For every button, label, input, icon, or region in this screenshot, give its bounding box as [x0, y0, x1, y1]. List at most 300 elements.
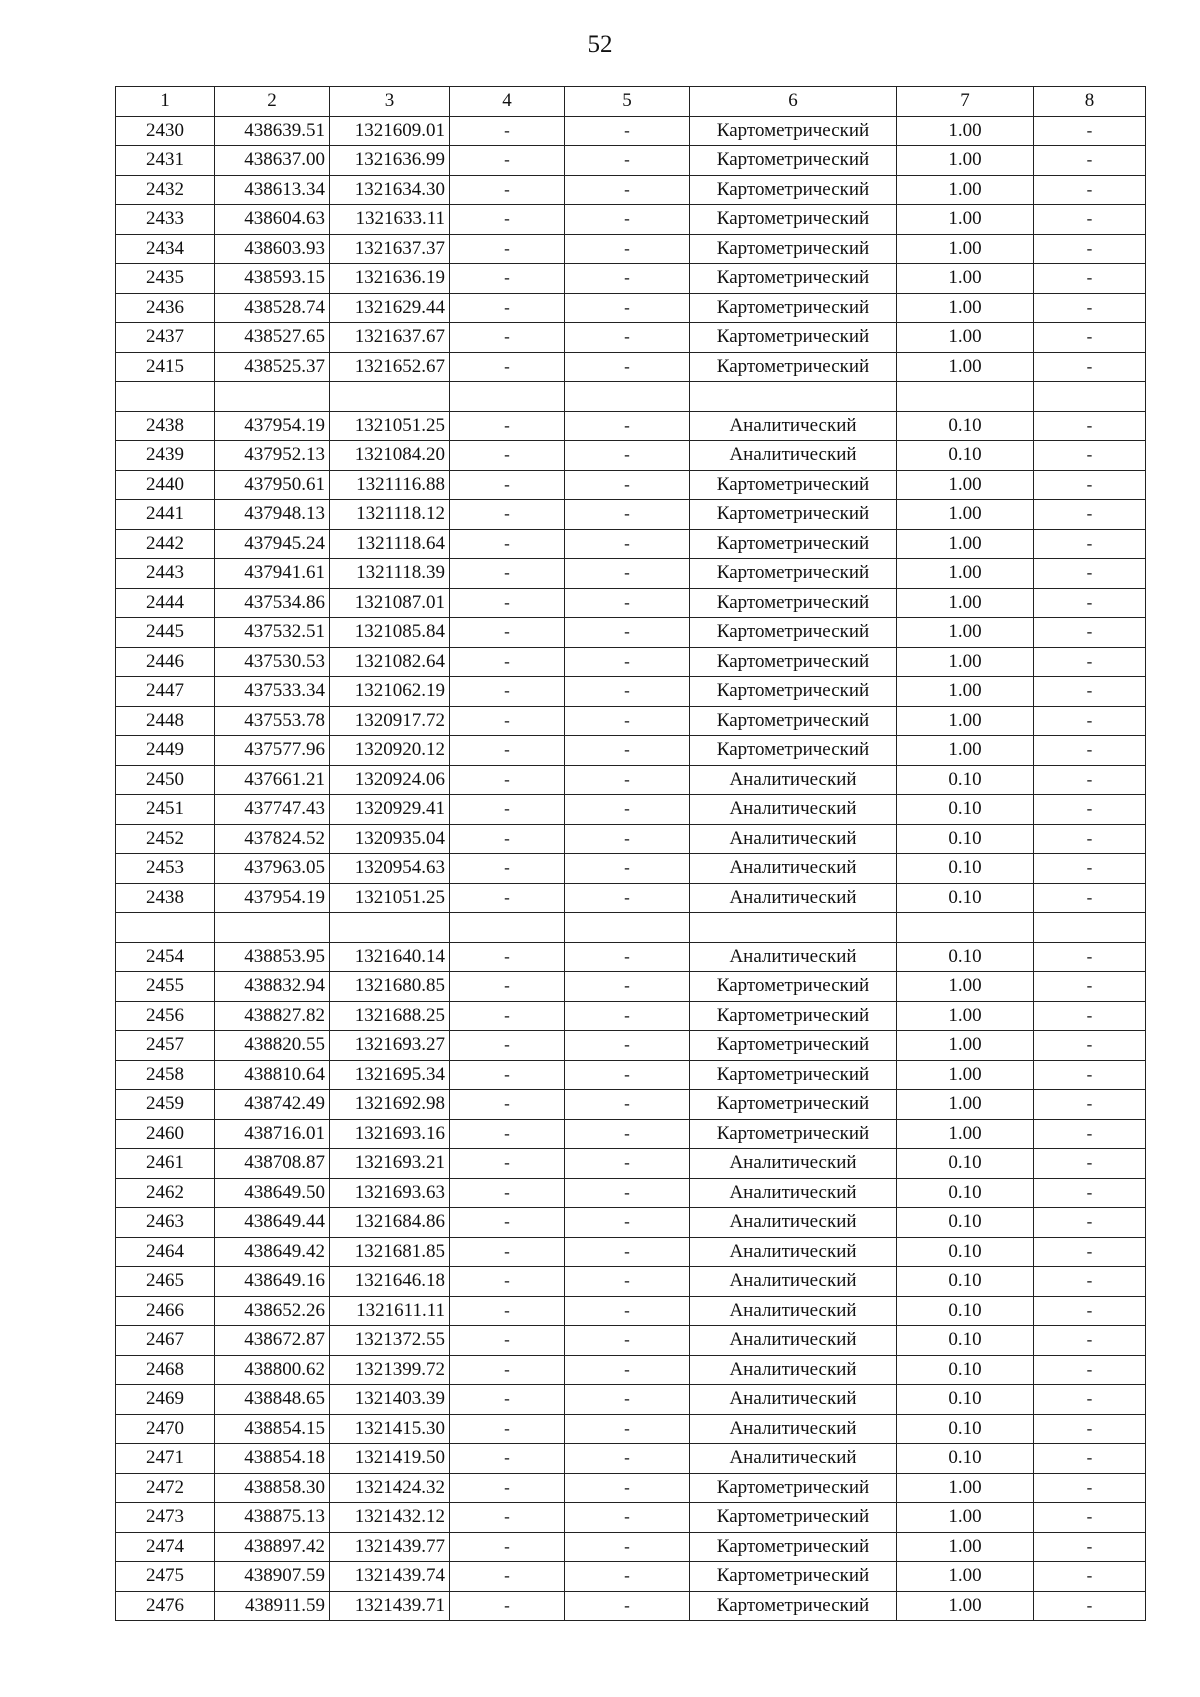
table-cell: 1.00 [897, 1473, 1034, 1503]
table-cell: 437950.61 [215, 470, 330, 500]
table-cell: 438637.00 [215, 146, 330, 176]
table-cell: - [450, 500, 565, 530]
table-cell: 0.10 [897, 1296, 1034, 1326]
table-cell: 1320924.06 [330, 765, 450, 795]
table-row [116, 1296, 1146, 1326]
table-row [116, 1444, 1146, 1474]
table-cell: 2453 [116, 854, 215, 884]
table-cell: - [1034, 588, 1146, 618]
table-cell: 437952.13 [215, 441, 330, 471]
table-cell [1034, 913, 1146, 943]
table-row [116, 883, 1146, 913]
table-cell: - [1034, 1444, 1146, 1474]
table-cell: 2476 [116, 1591, 215, 1621]
table-cell: - [565, 854, 690, 884]
table-row [116, 1149, 1146, 1179]
table-cell: 2457 [116, 1031, 215, 1061]
table-cell: 438911.59 [215, 1591, 330, 1621]
table-cell: - [565, 1031, 690, 1061]
table-cell: - [1034, 1001, 1146, 1031]
table-cell: Картометрический [690, 1562, 897, 1592]
table-cell: 2447 [116, 677, 215, 707]
table-cell: - [565, 1178, 690, 1208]
table-cell: 2430 [116, 116, 215, 146]
table-cell: 2445 [116, 618, 215, 648]
table-cell: - [565, 441, 690, 471]
table-cell: 1.00 [897, 647, 1034, 677]
table-cell: 1321681.85 [330, 1237, 450, 1267]
table-cell: 1321439.71 [330, 1591, 450, 1621]
table-cell: - [565, 1414, 690, 1444]
table-row [116, 352, 1146, 382]
table-cell: - [450, 1060, 565, 1090]
table-cell: 0.10 [897, 1267, 1034, 1297]
table-cell: - [450, 1562, 565, 1592]
table-cell: Картометрический [690, 1119, 897, 1149]
table-row [116, 441, 1146, 471]
table-cell: - [450, 441, 565, 471]
table-cell: 0.10 [897, 1208, 1034, 1238]
table-cell: Картометрический [690, 1473, 897, 1503]
table-cell: Аналитический [690, 1414, 897, 1444]
table-cell: Картометрический [690, 1591, 897, 1621]
table-cell: 438848.65 [215, 1385, 330, 1415]
table-cell: 0.10 [897, 1178, 1034, 1208]
table-row [116, 116, 1146, 146]
table-cell: 2466 [116, 1296, 215, 1326]
table-cell: - [565, 234, 690, 264]
table-cell: 1.00 [897, 293, 1034, 323]
table-cell: 438827.82 [215, 1001, 330, 1031]
table-cell: - [565, 1355, 690, 1385]
table-cell: 438853.95 [215, 942, 330, 972]
table-cell: 1.00 [897, 1031, 1034, 1061]
table-cell: 437577.96 [215, 736, 330, 766]
table-cell: 2456 [116, 1001, 215, 1031]
table-cell: 438672.87 [215, 1326, 330, 1356]
table-cell: 1.00 [897, 677, 1034, 707]
table-cell: - [1034, 500, 1146, 530]
table-cell: - [1034, 411, 1146, 441]
table-cell: - [450, 1473, 565, 1503]
table-cell: 1.00 [897, 1119, 1034, 1149]
table-cell: 2465 [116, 1267, 215, 1297]
table-cell: 1321051.25 [330, 411, 450, 441]
table-row [116, 559, 1146, 589]
table-cell: - [565, 765, 690, 795]
table-cell: Аналитический [690, 883, 897, 913]
table-cell: 1321062.19 [330, 677, 450, 707]
table-cell: Картометрический [690, 736, 897, 766]
table-body [116, 116, 1146, 1621]
table-cell [116, 382, 215, 412]
table-cell: 0.10 [897, 854, 1034, 884]
table-cell: 438832.94 [215, 972, 330, 1002]
table-cell: 1.00 [897, 352, 1034, 382]
table-cell: - [450, 1119, 565, 1149]
table-cell: Картометрический [690, 1090, 897, 1120]
table-cell: - [1034, 559, 1146, 589]
table-cell: - [450, 264, 565, 294]
table-cell: 1321082.64 [330, 647, 450, 677]
table-row [116, 588, 1146, 618]
table-cell: - [565, 1503, 690, 1533]
table-cell: - [450, 146, 565, 176]
table-cell: 438742.49 [215, 1090, 330, 1120]
table-cell: - [1034, 1385, 1146, 1415]
table-cell: Аналитический [690, 1208, 897, 1238]
table-cell: 1321634.30 [330, 175, 450, 205]
table-cell: 438854.18 [215, 1444, 330, 1474]
table-cell: 1321439.74 [330, 1562, 450, 1592]
table-cell: - [450, 175, 565, 205]
table-cell: 438613.34 [215, 175, 330, 205]
page-number: 52 [587, 31, 613, 58]
table-cell: - [565, 1119, 690, 1149]
table-cell: - [1034, 706, 1146, 736]
table-cell: Картометрический [690, 618, 897, 648]
table-cell: Картометрический [690, 175, 897, 205]
table-cell: 0.10 [897, 1237, 1034, 1267]
table-cell: 437661.21 [215, 765, 330, 795]
table-cell: Аналитический [690, 1296, 897, 1326]
table-cell: - [1034, 1090, 1146, 1120]
table-cell: - [1034, 1237, 1146, 1267]
table-cell: - [1034, 1326, 1146, 1356]
column-header: 1 [116, 87, 215, 117]
table-cell: - [565, 588, 690, 618]
table-cell: 2467 [116, 1326, 215, 1356]
table-cell: Аналитический [690, 854, 897, 884]
table-cell: Аналитический [690, 765, 897, 795]
table-row [116, 1532, 1146, 1562]
table-cell: - [1034, 116, 1146, 146]
table-cell [450, 913, 565, 943]
table-cell: 1.00 [897, 618, 1034, 648]
table-cell: - [565, 352, 690, 382]
table-cell: - [565, 972, 690, 1002]
table-cell: - [450, 1001, 565, 1031]
table-cell: 438716.01 [215, 1119, 330, 1149]
table-cell: 2474 [116, 1532, 215, 1562]
table-cell: 438652.26 [215, 1296, 330, 1326]
column-header: 5 [565, 87, 690, 117]
table-cell: - [450, 470, 565, 500]
table-cell: 437963.05 [215, 854, 330, 884]
table-cell: 1321693.16 [330, 1119, 450, 1149]
table-cell: - [450, 883, 565, 913]
table-cell: 0.10 [897, 1149, 1034, 1179]
table-cell: 1321116.88 [330, 470, 450, 500]
table-cell: 438639.51 [215, 116, 330, 146]
table-row [116, 1562, 1146, 1592]
table-cell: - [1034, 647, 1146, 677]
table-cell: 437533.34 [215, 677, 330, 707]
table-cell: - [450, 706, 565, 736]
table-cell: 1321680.85 [330, 972, 450, 1002]
column-header: 4 [450, 87, 565, 117]
table-row [116, 470, 1146, 500]
table-cell: 437530.53 [215, 647, 330, 677]
table-cell: Аналитический [690, 1237, 897, 1267]
table-cell: 1320929.41 [330, 795, 450, 825]
table-cell: 1321084.20 [330, 441, 450, 471]
table-cell: 0.10 [897, 824, 1034, 854]
table-cell: Картометрический [690, 1532, 897, 1562]
table-cell: - [450, 1591, 565, 1621]
table-cell: 1320917.72 [330, 706, 450, 736]
table-row [116, 1473, 1146, 1503]
table-cell: 2440 [116, 470, 215, 500]
column-header: 6 [690, 87, 897, 117]
table-row [116, 854, 1146, 884]
table-cell: Картометрический [690, 559, 897, 589]
table-cell: - [1034, 175, 1146, 205]
table-cell: - [565, 1562, 690, 1592]
table-cell: 0.10 [897, 1326, 1034, 1356]
table-cell: 1321637.37 [330, 234, 450, 264]
table-cell: Аналитический [690, 1178, 897, 1208]
table-cell: 1321051.25 [330, 883, 450, 913]
table-cell: 1321424.32 [330, 1473, 450, 1503]
table-row [116, 1267, 1146, 1297]
table-cell: 1320920.12 [330, 736, 450, 766]
table-cell: Картометрический [690, 1060, 897, 1090]
table-cell: - [1034, 1532, 1146, 1562]
table-cell: - [450, 1031, 565, 1061]
table-cell: - [565, 647, 690, 677]
table-cell: - [565, 411, 690, 441]
table-cell: 1321118.39 [330, 559, 450, 589]
table-cell: - [450, 1355, 565, 1385]
table-cell: 1321637.67 [330, 323, 450, 353]
table-cell: - [450, 205, 565, 235]
table-cell: 2443 [116, 559, 215, 589]
table-cell: - [565, 293, 690, 323]
table-cell: 2433 [116, 205, 215, 235]
table-cell: 1320935.04 [330, 824, 450, 854]
table-cell: 2470 [116, 1414, 215, 1444]
table-cell: Аналитический [690, 1385, 897, 1415]
table-cell: - [565, 500, 690, 530]
table-row [116, 1326, 1146, 1356]
table-cell: - [1034, 736, 1146, 766]
table-cell: - [1034, 824, 1146, 854]
table-cell: 2439 [116, 441, 215, 471]
table-row [116, 795, 1146, 825]
table-cell: - [1034, 1473, 1146, 1503]
table-cell: 437948.13 [215, 500, 330, 530]
table-cell: - [450, 588, 565, 618]
table-cell: 1321688.25 [330, 1001, 450, 1031]
table-cell: - [1034, 618, 1146, 648]
table-cell: - [450, 323, 565, 353]
table-cell: - [450, 1237, 565, 1267]
table-cell: - [450, 854, 565, 884]
table-row [116, 323, 1146, 353]
table-cell: 1321611.11 [330, 1296, 450, 1326]
table-cell: - [1034, 677, 1146, 707]
table-cell: 1.00 [897, 470, 1034, 500]
table-cell [116, 913, 215, 943]
table-cell: 1.00 [897, 736, 1034, 766]
table-cell: 438810.64 [215, 1060, 330, 1090]
table-row [116, 1060, 1146, 1090]
table-cell: - [1034, 765, 1146, 795]
table-cell: Аналитический [690, 1444, 897, 1474]
table-row [116, 175, 1146, 205]
table-cell: 2463 [116, 1208, 215, 1238]
table-cell: - [565, 736, 690, 766]
table-cell: Аналитический [690, 441, 897, 471]
table-row [116, 146, 1146, 176]
table-separator-row [116, 913, 1146, 943]
table-cell: Аналитический [690, 1326, 897, 1356]
table-cell: 1.00 [897, 175, 1034, 205]
table-cell: 2450 [116, 765, 215, 795]
table-cell: Аналитический [690, 795, 897, 825]
table-cell: 0.10 [897, 883, 1034, 913]
table-cell: 1320954.63 [330, 854, 450, 884]
table-cell: - [450, 352, 565, 382]
table-cell: 1321419.50 [330, 1444, 450, 1474]
table-cell: - [450, 1503, 565, 1533]
table-cell [897, 913, 1034, 943]
table-cell: 1321652.67 [330, 352, 450, 382]
table-cell: Картометрический [690, 588, 897, 618]
table-cell: 2415 [116, 352, 215, 382]
table-cell: - [450, 1178, 565, 1208]
table-cell: 2436 [116, 293, 215, 323]
table-cell: 437532.51 [215, 618, 330, 648]
table-row [116, 1355, 1146, 1385]
table-cell: - [450, 1532, 565, 1562]
table-row [116, 824, 1146, 854]
table-row [116, 264, 1146, 294]
table-cell: 1.00 [897, 146, 1034, 176]
table-cell: - [1034, 1031, 1146, 1061]
table-cell: 0.10 [897, 765, 1034, 795]
table-cell: 1.00 [897, 234, 1034, 264]
table-row [116, 647, 1146, 677]
table-cell: 1321693.63 [330, 1178, 450, 1208]
table-cell: 1321372.55 [330, 1326, 450, 1356]
table-cell: - [565, 942, 690, 972]
table-cell: - [450, 824, 565, 854]
table-cell: Картометрический [690, 706, 897, 736]
table-cell: Картометрический [690, 647, 897, 677]
table-cell: 1321399.72 [330, 1355, 450, 1385]
table-cell: 1321087.01 [330, 588, 450, 618]
table-cell: 1.00 [897, 588, 1034, 618]
table-cell: Картометрический [690, 1001, 897, 1031]
table-cell: 0.10 [897, 1385, 1034, 1415]
table-cell: 2469 [116, 1385, 215, 1415]
table-cell: 1.00 [897, 1001, 1034, 1031]
table-cell: - [565, 175, 690, 205]
coordinates-table [115, 86, 1146, 1621]
table-cell: 438858.30 [215, 1473, 330, 1503]
table-cell: 1.00 [897, 1562, 1034, 1592]
column-header: 2 [215, 87, 330, 117]
table-row [116, 1414, 1146, 1444]
table-cell: 2471 [116, 1444, 215, 1474]
table-cell: 1.00 [897, 500, 1034, 530]
table-cell: - [450, 647, 565, 677]
table-cell: - [1034, 205, 1146, 235]
table-cell: - [450, 559, 565, 589]
table-cell: Картометрический [690, 677, 897, 707]
table-cell [330, 913, 450, 943]
table-cell: 1321693.21 [330, 1149, 450, 1179]
table-cell: 1.00 [897, 116, 1034, 146]
table-row [116, 677, 1146, 707]
table-cell: 1.00 [897, 1532, 1034, 1562]
table-cell: 2473 [116, 1503, 215, 1533]
table-cell: Аналитический [690, 1149, 897, 1179]
table-cell: 1321640.14 [330, 942, 450, 972]
table-cell: Картометрический [690, 146, 897, 176]
table-cell: - [1034, 1178, 1146, 1208]
table-cell: 1321085.84 [330, 618, 450, 648]
table-cell: 1321692.98 [330, 1090, 450, 1120]
table-cell: Картометрический [690, 116, 897, 146]
table-cell: 437747.43 [215, 795, 330, 825]
table-row [116, 1001, 1146, 1031]
table-cell: - [565, 677, 690, 707]
table-cell: Аналитический [690, 411, 897, 441]
table-cell: - [1034, 1503, 1146, 1533]
table-cell: - [565, 1001, 690, 1031]
table-cell: - [565, 470, 690, 500]
table-cell: 1.00 [897, 1060, 1034, 1090]
table-cell [215, 382, 330, 412]
table-cell: - [1034, 854, 1146, 884]
table-cell: Аналитический [690, 1355, 897, 1385]
table-cell: - [565, 323, 690, 353]
table-cell: - [565, 146, 690, 176]
table-row [116, 1591, 1146, 1621]
table-cell: 2441 [116, 500, 215, 530]
table-cell: 1321118.12 [330, 500, 450, 530]
table-cell: - [450, 234, 565, 264]
table-cell: 2452 [116, 824, 215, 854]
table-cell: 437534.86 [215, 588, 330, 618]
table-cell: - [1034, 441, 1146, 471]
table-cell: - [450, 942, 565, 972]
table-cell: - [450, 1326, 565, 1356]
table-cell: 1.00 [897, 264, 1034, 294]
table-cell: 2455 [116, 972, 215, 1002]
table-cell: - [1034, 234, 1146, 264]
table-cell: 0.10 [897, 411, 1034, 441]
table-cell: 2437 [116, 323, 215, 353]
table-row [116, 706, 1146, 736]
table-cell [565, 913, 690, 943]
table-row [116, 529, 1146, 559]
table-cell: Картометрический [690, 323, 897, 353]
table-cell: - [1034, 972, 1146, 1002]
table-cell: 438528.74 [215, 293, 330, 323]
table-row [116, 1178, 1146, 1208]
table-row [116, 1119, 1146, 1149]
table-cell: - [1034, 1060, 1146, 1090]
table-cell: - [1034, 1149, 1146, 1179]
table-row [116, 972, 1146, 1002]
table-cell: - [450, 972, 565, 1002]
table-cell: 1.00 [897, 205, 1034, 235]
table-cell: - [1034, 1414, 1146, 1444]
